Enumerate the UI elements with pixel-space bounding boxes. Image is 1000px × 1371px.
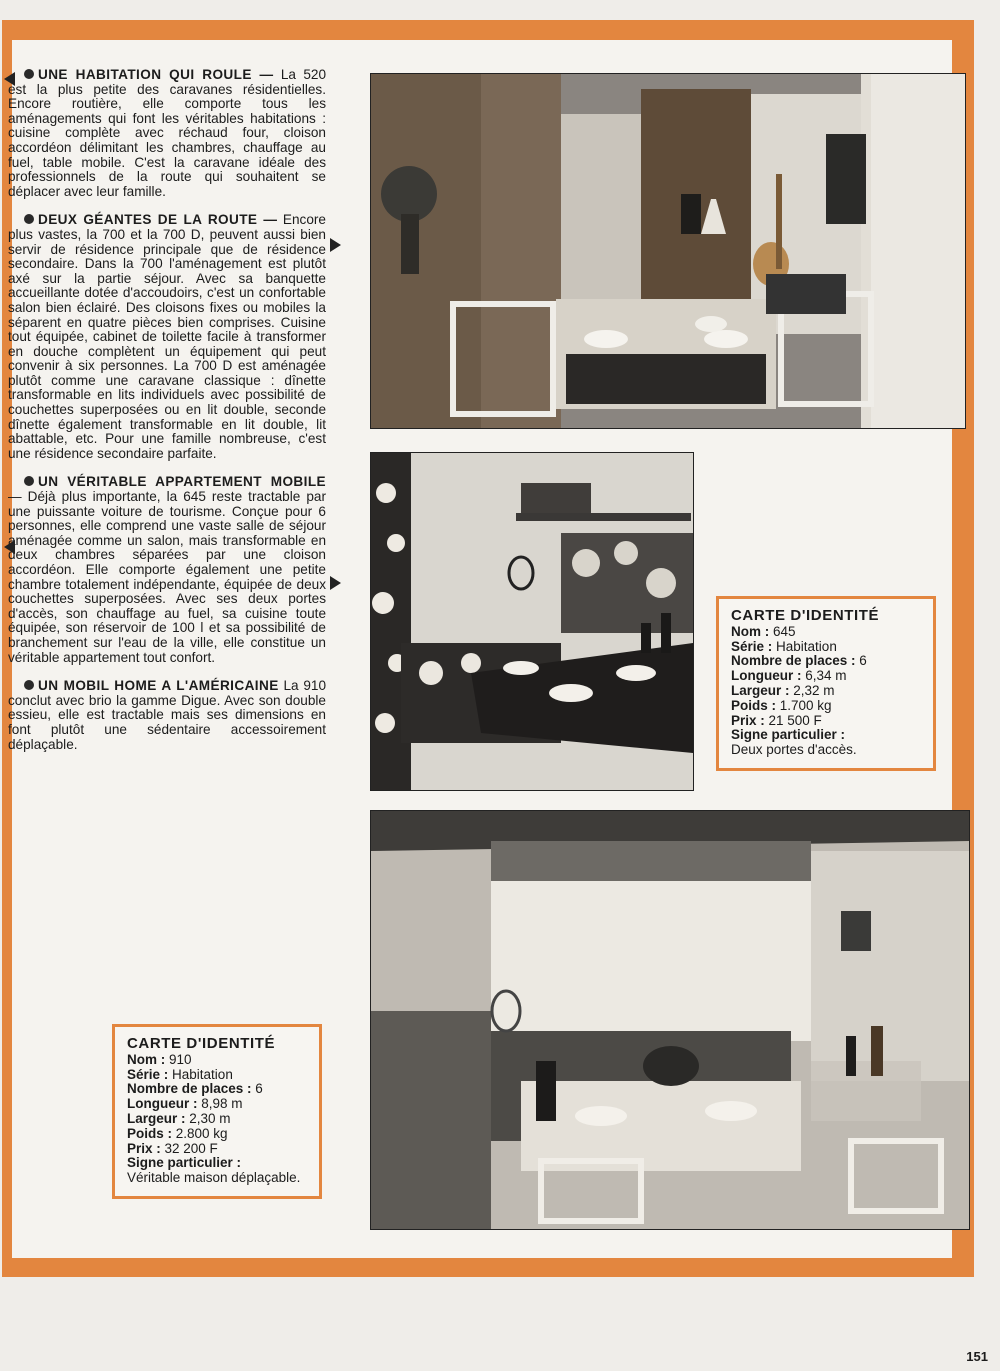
article-text: Encore plus vastes, la 700 et la 700 D, peuvent aussi bien servir de résidence principale que de résidence secondaire. Dans la 700 l'aménagement est plutôt axé sur la partie séjour. Avec sa banquette accueillante dotée d'accoudoirs, c'est un confortable salon bien éclairé. Des cloisons fixes ou mobiles la séparent en quatre pièces bien comprises. Cuisine tout équipée, cabinet de toilette facile à transformer en douche complètent un équipement qui peut convenir à six personnes. La 700 D est aménagée plutôt comme une caravane classique : dînette transformable en lits individuels avec possibilité de couchettes superposées ou en lit double, seconde dînette également transformable en lit double, lit abattable, etc. Pour une famille nombreuse, c'est une résidence secondaire parfaite.	[8, 212, 326, 461]
identity-row-prix: Prix : 21 500 F	[731, 712, 822, 728]
article-text: — Déjà plus importante, la 645 reste tractable par une puissante voiture de tourisme. Conçue pour 6 personnes, elle comprend une vaste salle de séjour aménagée comme un salon, mais transformable en deux chambres séparées par une cloison accordéon. Elle comporte également une petite chambre totalement indépendante, équipée de deux couchettes superposées. Avec ses deux portes d'accès, son chauffage au fuel, sa cuisine toute équipée, son réservoir de 100 l et sa possibilité de branchement sur l'eau de la ville, elle constitue un véritable appartement tout confort.	[8, 489, 326, 665]
identity-card-note: Véritable maison déplaçable.	[127, 1170, 301, 1186]
pointer-right-icon	[330, 576, 341, 590]
photo-645-drawing	[371, 453, 693, 790]
identity-row-largeur: Largeur : 2,32 m	[731, 682, 835, 698]
article-body	[8, 679, 326, 752]
identity-row-prix: Prix : 32 200 F	[127, 1140, 218, 1156]
bullet-icon	[24, 214, 34, 224]
article-habitation	[8, 68, 326, 199]
photo-520-drawing	[371, 74, 965, 428]
article-appartement	[8, 475, 326, 665]
article-body	[8, 68, 326, 199]
identity-row-places: Nombre de places : 6	[731, 653, 867, 669]
article-body	[8, 475, 326, 665]
photo-910-interior	[370, 810, 970, 1230]
article-text: La 520 est la plus petite des caravanes résidentielles. Encore routière, elle comporte tous les aménagements qui font les véritables habitations : cuisine complète avec réchaud four, cloison accordéon délimitant les chambres, chauffage au fuel, table mobile. C'est la caravane idéale des professionnels de la route qui souhaitent se déplacer avec leur famille.	[8, 67, 326, 199]
identity-card-note: Deux portes d'accès.	[731, 742, 857, 758]
article-mobil-home	[8, 679, 326, 752]
article-heading: UN VÉRITABLE APPARTEMENT MOBILE	[38, 474, 326, 490]
identity-row-signe: Signe particulier :	[731, 727, 846, 743]
article-text: La 910 conclut avec brio la gamme Digue. Avec son double essieu, elle est tractable mais ses dimensions en font plutôt une sédentaire accessoirement déplaçable.	[8, 678, 327, 752]
identity-card-title: CARTE D'IDENTITÉ	[127, 1035, 276, 1052]
identity-row-serie: Série : Habitation	[731, 638, 837, 654]
identity-row-poids: Poids : 1.700 kg	[731, 697, 832, 713]
article-heading: DEUX GÉANTES DE LA ROUTE —	[38, 212, 278, 228]
article-heading: UNE HABITATION QUI ROULE —	[38, 67, 274, 82]
bullet-icon	[24, 69, 34, 79]
photo-520-interior	[370, 73, 966, 429]
identity-row-nom: Nom : 645	[731, 623, 796, 639]
identity-row-largeur: Largeur : 2,30 m	[127, 1110, 231, 1126]
identity-row-longueur: Longueur : 6,34 m	[731, 668, 847, 684]
photo-645-interior	[370, 452, 694, 791]
page-number: 151	[966, 1349, 988, 1364]
article-body	[8, 213, 326, 461]
bullet-icon	[24, 680, 34, 690]
bullet-icon	[24, 476, 34, 486]
article-geantes	[8, 213, 326, 461]
text-column	[8, 68, 326, 766]
identity-row-serie: Série : Habitation	[127, 1066, 233, 1082]
identity-row-nom: Nom : 910	[127, 1051, 192, 1067]
photo-910-drawing	[371, 811, 969, 1229]
identity-card-910	[112, 1024, 322, 1199]
pointer-left-icon	[4, 540, 15, 554]
identity-row-poids: Poids : 2.800 kg	[127, 1125, 228, 1141]
pointer-right-icon	[330, 238, 341, 252]
identity-row-signe: Signe particulier :	[127, 1155, 242, 1171]
pointer-left-icon	[4, 72, 15, 86]
identity-row-longueur: Longueur : 8,98 m	[127, 1096, 243, 1112]
identity-card-title: CARTE D'IDENTITÉ	[731, 607, 880, 624]
identity-card-645	[716, 596, 936, 771]
identity-row-places: Nombre de places : 6	[127, 1081, 263, 1097]
article-heading: UN MOBIL HOME A L'AMÉRICAINE	[38, 678, 279, 694]
